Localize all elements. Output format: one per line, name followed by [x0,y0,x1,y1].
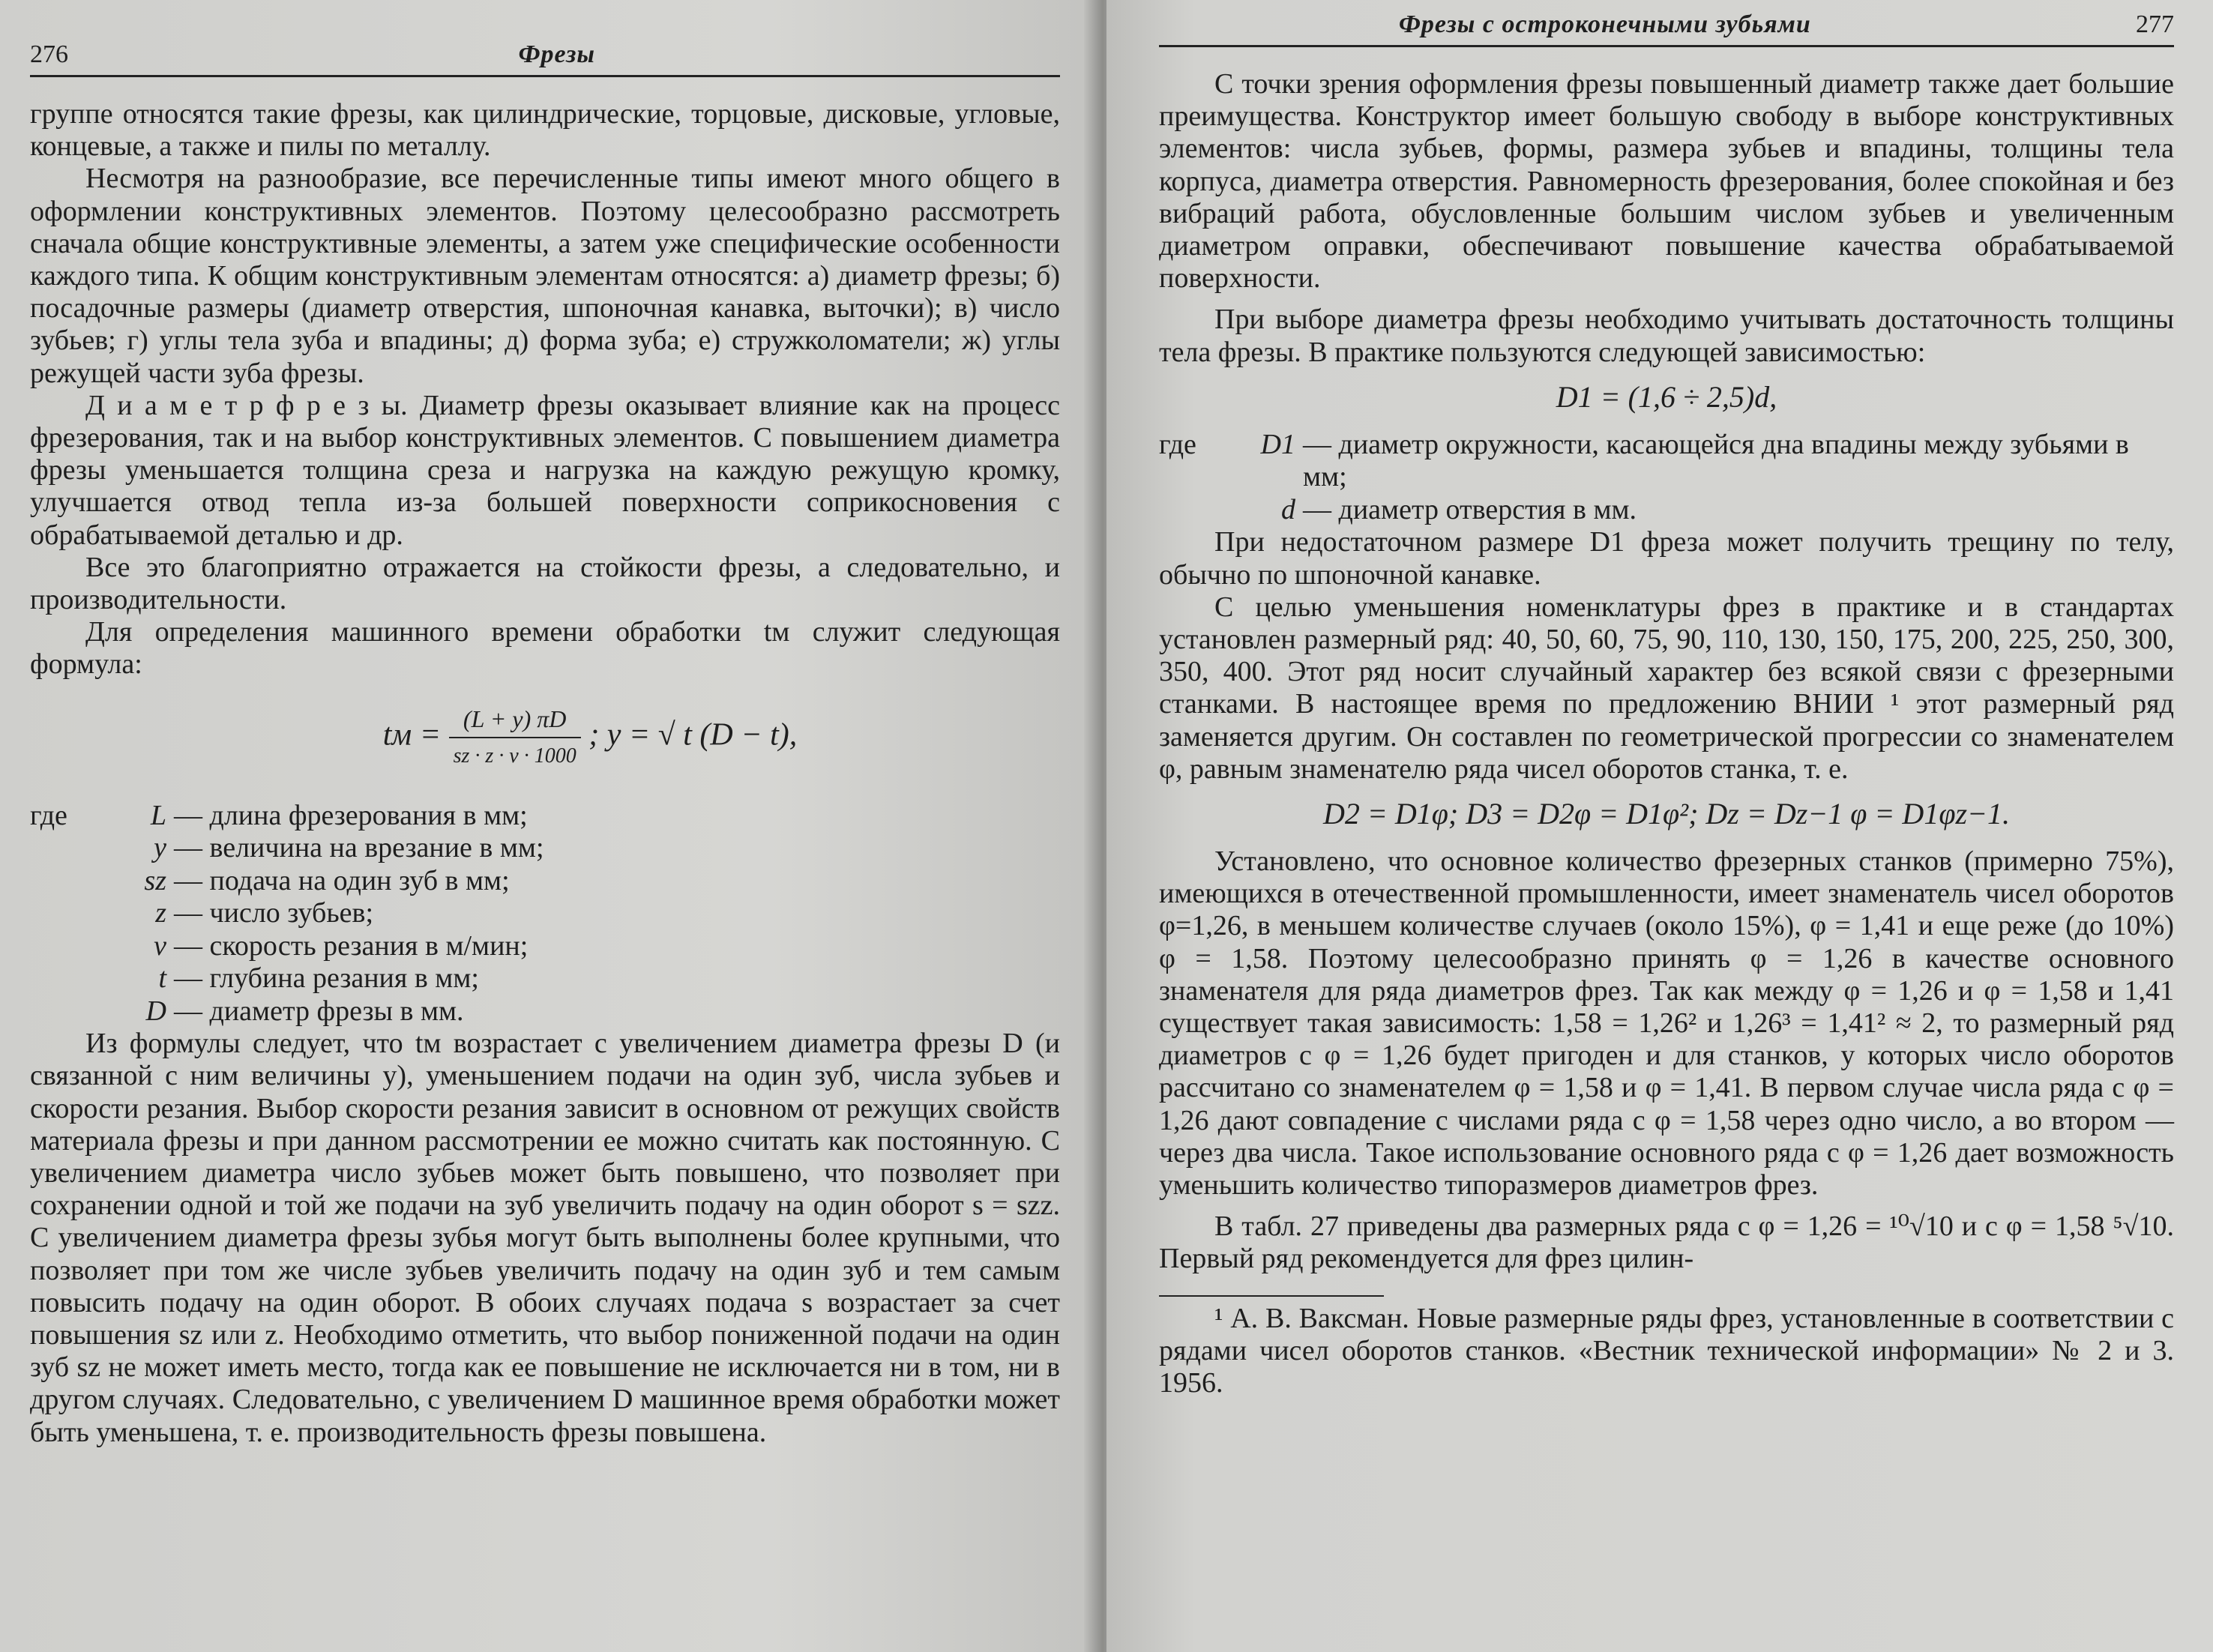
definition-row [30,800,1060,833]
variable-symbol: L [150,799,166,831]
variable-symbol: D [145,995,166,1027]
paragraph: Установлено, что основное количество фрезерных станков (примерно 75%), имеющихся в отечественной промышленности, имеет знаменатель чисел оборотов φ=1,26, в меньшем количестве случаев (около 15%), φ = 1,41 и еще реже (до 10%) φ = 1,58. Поэтому целесообразно принять φ = 1,26 в качестве основного знаменателя для ряда диаметров фрез. Так как между φ = 1,26 и φ = 1,58 и 1,41 существует такая зависимость: 1,58 = 1,26² и 1,26³ = 1,41² ≈ 2, то размерный ряд диаметров с φ = 1,26 будет пригоден и для станков, у которых число оборотов рассчитано со знаменателем φ = 1,58 и φ = 1,41. В первом случае числа ряда с φ = 1,26 дают совпадение с числами ряда с φ = 1,58 через одно число, а во втором — через два числа. Такое использование основного ряда с φ = 1,26 дает возможность уменьшить количество типоразмеров диаметров фрез. [1159,845,2174,1201]
paragraph: В табл. 27 приведены два размерных ряда с φ = 1,26 = ¹⁰√10 и с φ = 1,58 ⁵√10. Первый ряд рекомендуется для фрез цилин- [1159,1211,2174,1275]
footnote: ¹ А. В. Ваксман. Новые размерные ряды фрез, установленные в соответствии с рядами чисел оборотов станков. «Вестник технической информации» № 2 и 3. 1956. [1159,1302,2174,1399]
paragraph: Для определения машинного времени обработки tм служит следующая формула: [30,616,1060,681]
variable-symbol: sz [144,864,166,896]
variable-symbol: z [155,897,166,929]
machine-time-formula [120,701,1060,774]
footnote-divider [1159,1295,1384,1297]
variable-symbol: t [158,962,166,995]
formula-fraction [449,701,581,774]
variable-description: — диаметр отверстия в мм. [1303,493,1637,525]
where-label: где [1159,428,1196,460]
definition-row [30,865,1060,898]
left-page-header [30,40,1060,77]
definition-row [1159,429,2174,494]
paragraph: Несмотря на разнообразие, все перечисленные типы имеют много общего в оформлении конструктивных элементов. Поэтому целесообразно рассмотреть сначала общие конструктивные элементы, а затем уже специфические особенности каждого типа. К общим конструктивным элементам относятся: а) диаметр фрезы; б) посадочные размеры (диаметр отверстия, шпоночная канавка, выточки); в) число зубьев; г) углы тела зуба и впадины; д) форма зуба; е) стружколоматели; ж) углы режущей части зуба фрезы. [30,163,1060,389]
progression-formula: D2 = D1φ; D3 = D2φ = D1φ²; Dz = Dz−1 φ = D1φz−1. [1322,796,2010,830]
variable-symbol: v [154,929,166,962]
definition-row [30,897,1060,930]
formula-rhs: ; y = √ t (D − t), [588,717,798,753]
left-page-body [30,98,1060,1449]
variable-definitions [1159,429,2174,527]
variable-description: — величина на врезание в мм; [174,832,544,864]
formula-denominator: sz · z · v · 1000 [453,744,576,768]
paragraph: С точки зрения оформления фрезы повышенный диаметр также дает большие преимущества. Конструктор имеет большую свободу в выборе конструктивных элементов: числа зубьев, формы, размера зубьев и впадины, толщины тела корпуса, диаметра отверстия. Равномерность фрезерования, более спокойная и без вибраций работа, обусловленные большим числом зубьев и увеличенным диаметром оправки, обеспечивают повышение качества обрабатываемой поверхности. [1159,68,2174,295]
variable-symbol: D1 [1260,428,1295,460]
paragraph: Д и а м е т р ф р е з ы. Диаметр фрезы оказывает влияние как на процесс фрезерования, так и на выбор конструктивных элементов. С повышением диаметра фрезы уменьшается толщина среза и нагрузка на каждую режущую кромку, улучшается отвод тепла из-за большей поверхности соприкосновения с обрабатываемой деталью и др. [30,389,1060,551]
right-page-header [1159,10,2174,47]
paragraph: При недостаточном размере D1 фреза может получить трещину по телу, обычно по шпоночной канавке. [1159,526,2174,591]
right-page-body [1159,68,2174,1399]
diameter-formula: D1 = (1,6 ÷ 2,5)d, [1556,379,1777,414]
running-head: Фрезы с остроконечными зубьями [1399,10,1811,38]
page-number: 277 [2136,10,2174,38]
variable-description: — глубина резания в мм; [174,962,479,995]
left-page [0,0,1099,1652]
variable-definitions [30,800,1060,1028]
formula-numerator: (L + y) πD [449,701,581,738]
variable-description: — число зубьев; [174,897,374,929]
variable-symbol: d [1281,493,1295,525]
paragraph: При выборе диаметра фрезы необходимо учитывать достаточность толщины тела фрезы. В практике пользуются следующей зависимостью: [1159,304,2174,368]
variable-description: — диаметр фрезы в мм. [174,995,464,1027]
variable-description: — длина фрезерования в мм; [174,799,528,831]
variable-description: — диаметр окружности, касающейся дна впадины между зубьями в мм; [1303,428,2129,493]
paragraph: Из формулы следует, что tм возрастает с увеличением диаметра фрезы D (и связанной с ним величины y), уменьшением подачи на один зуб, числа зубьев и скорости резания. Выбор скорости резания зависит в основном от режущих свойств материала фрезы и при данном рассмотрении ее можно считать как постоянную. С увеличением диаметра число зубьев может быть повышено, что позволяет при сохранении одной и той же подачи на зуб увеличить подачу на один оборот s = szz. С увеличением диаметра фрезы зубья могут быть выполнены более крупными, что позволяет при том же числе зубьев увеличить подачу на один зуб и тем самым повысить подачу на один оборот. В обоих случаях подача s возрастает за счет повышения sz или z. Необходимо отметить, что выбор пониженной подачи на один зуб sz не может иметь место, тогда как ее повышение не исключается ни в том, ни в другом случаях. Следовательно, с увеличением D машинное время обработки может быть уменьшена, т. е. производительность фрезы повышена. [30,1028,1060,1448]
variable-description: — подача на один зуб в мм; [174,864,510,896]
formula-lhs: tм = [382,717,442,753]
paragraph: группе относятся такие фрезы, как цилиндрические, торцовые, дисковые, угловые, концевые, а также и пилы по металлу. [30,98,1060,163]
paragraph: С целью уменьшения номенклатуры фрез в практике и в стандартах установлен размерный ряд: 40, 50, 60, 75, 90, 110, 130, 150, 175, 200, 225, 250, 300, 350, 400. Этот ряд носит случайный характер без всякой связи с фрезерными станками. В настоящее время по предложению ВНИИ ¹ этот размерный ряд заменяется другим. Он составлен по геометрической прогрессии со знаменателем φ, равным знаменателю ряда чисел оборотов станка, т. е. [1159,591,2174,785]
paragraph: Все это благоприятно отражается на стойкости фрезы, а следовательно, и производительности. [30,551,1060,616]
variable-symbol: y [154,832,166,864]
definition-row [30,995,1060,1028]
page-number: 276 [30,40,68,68]
running-head: Фрезы [518,40,595,68]
definition-row [30,962,1060,995]
variable-description: — скорость резания в м/мин; [174,929,529,962]
right-page [1106,0,2213,1652]
definition-row [30,832,1060,865]
definition-row [1159,494,2174,527]
definition-row [30,930,1060,963]
where-label: где [30,799,67,831]
